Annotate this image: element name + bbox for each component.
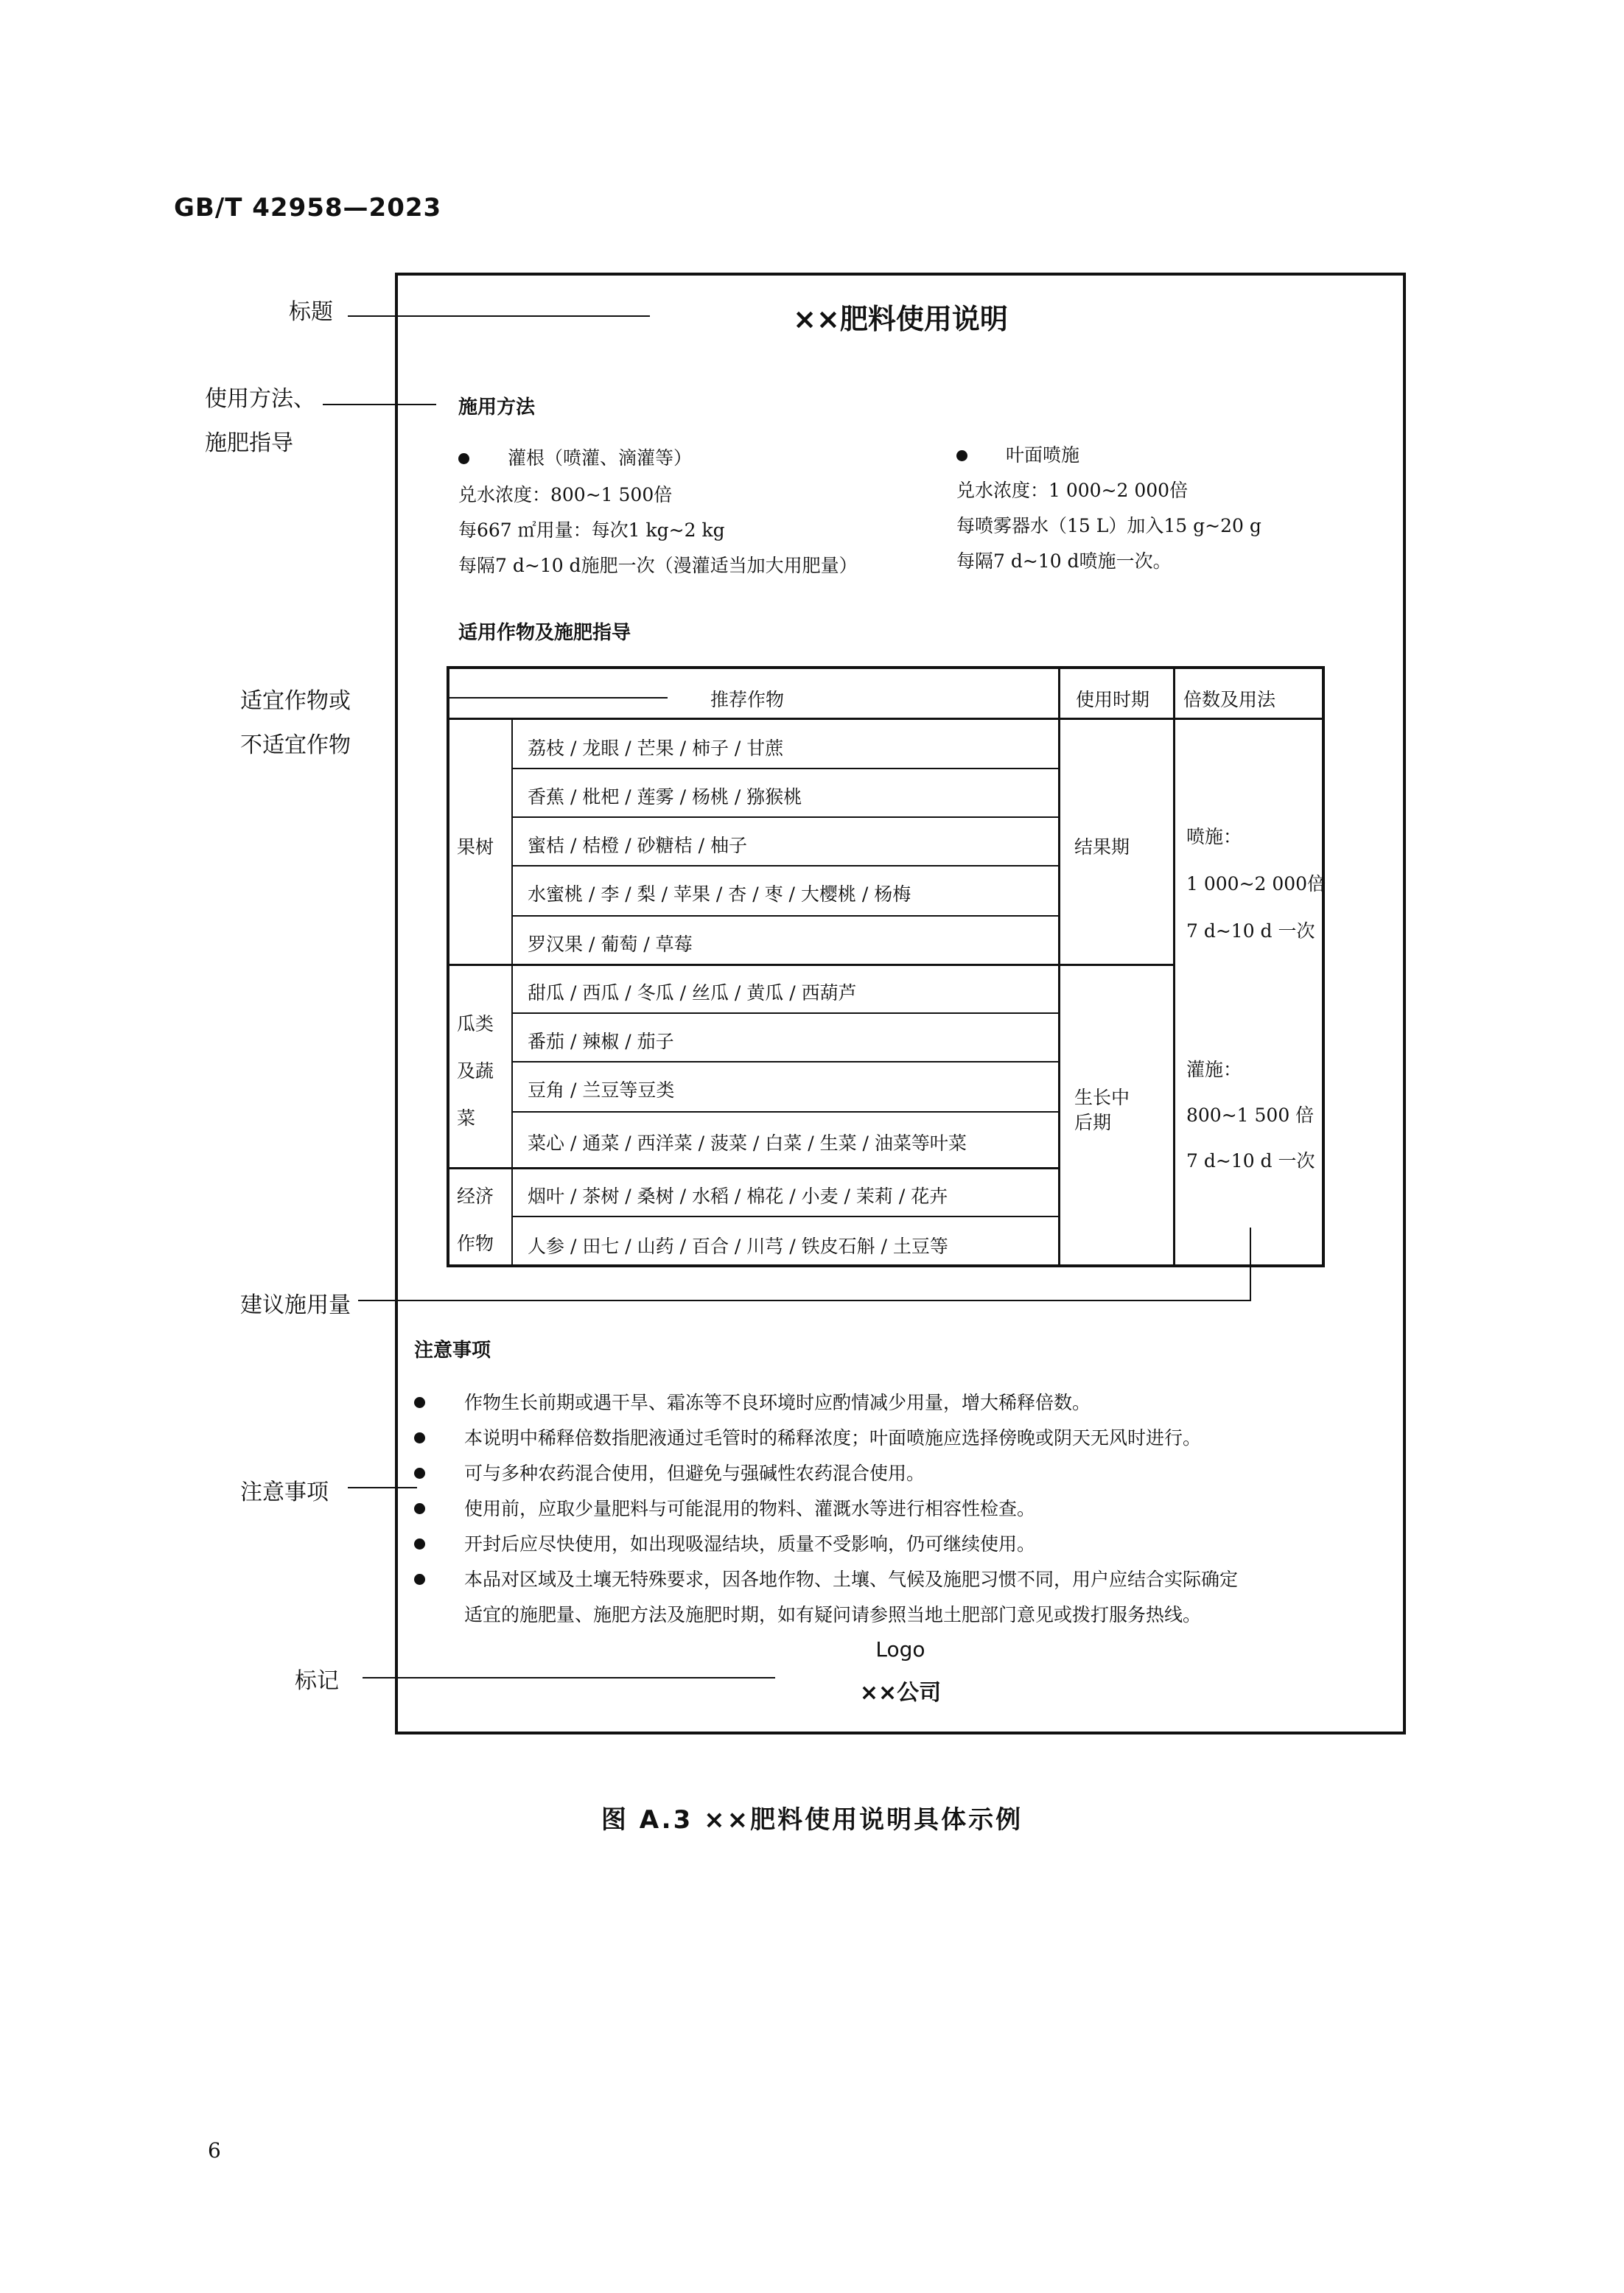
side-label-usage-2: 施肥指导 [205,430,293,456]
table-header-dosage: 倍数及用法 [1183,689,1276,710]
usage-right-line: 兑水浓度：1 000~2 000倍 [956,480,1189,501]
crop-row: 豆角 / 兰豆等豆类 [528,1079,675,1101]
group-name-economic: 经济 [457,1186,494,1207]
table-col-rule [1173,666,1175,1267]
usage-left-line: 每隔7 d~10 d施肥一次（漫灌适当加大用肥量） [458,555,858,576]
crop-row: 荔枝 / 龙眼 / 芒果 / 柿子 / 甘蔗 [528,738,784,759]
crop-row: 菜心 / 通菜 / 西洋菜 / 菠菜 / 白菜 / 生菜 / 油菜等叶菜 [528,1133,967,1154]
leader-notes [348,1487,417,1488]
bullet-icon [414,1432,425,1443]
table-row-rule [511,1216,1058,1217]
crop-row: 香蕉 / 枇杷 / 莲雾 / 杨桃 / 猕猴桃 [528,786,802,808]
table-row-rule [511,1111,1058,1113]
company-name: ××公司 [859,1680,942,1706]
dosage-irrigate: 800~1 500 倍 [1186,1105,1315,1126]
bullet-icon [956,450,967,461]
group-name-veg: 菜 [457,1107,476,1129]
guide-heading: 适用作物及施肥指导 [458,622,631,644]
group-name-fruit: 果树 [457,836,494,858]
notes-heading: 注意事项 [414,1340,491,1362]
usage-right-line: 每喷雾器水（15 L）加入15 g~20 g [956,515,1261,536]
side-label-title: 标题 [289,299,333,325]
leader-dosage [358,1300,1251,1301]
side-label-mark: 标记 [295,1668,339,1694]
table-row-rule [511,865,1058,867]
bullet-icon [414,1538,425,1550]
bullet-icon [414,1574,425,1585]
side-label-usage-1: 使用方法、 [205,386,315,412]
crop-row: 罗汉果 / 葡萄 / 草莓 [528,934,693,955]
table-group-rule [447,1167,1058,1169]
usage-heading: 施用方法 [458,396,536,419]
dosage-spray: 7 d~10 d 一次 [1186,920,1315,942]
side-label-crops-2: 不适宜作物 [240,732,351,758]
crop-row: 水蜜桃 / 李 / 梨 / 苹果 / 杏 / 枣 / 大樱桃 / 杨梅 [528,883,911,905]
bullet-icon [414,1397,425,1408]
figure-caption: 图 A.3 ××肥料使用说明具体示例 [601,1805,1023,1835]
usage-left-method [458,441,692,476]
dosage-irrigate: 灌施： [1186,1059,1242,1080]
page-number: 6 [208,2138,221,2163]
table-border-bottom [447,1264,1325,1267]
bullet-icon [458,453,469,464]
crop-row: 番茄 / 辣椒 / 茄子 [528,1031,674,1052]
table-row-rule [511,915,1058,917]
usage-left-line: 每667 ㎡用量：每次1 kg~2 kg [458,519,725,541]
usage-right-method-text: 叶面喷施 [1005,444,1079,466]
group-name-economic: 作物 [457,1233,494,1254]
leader-title [348,315,650,317]
usage-left-line: 兑水浓度：800~1 500倍 [458,484,673,505]
crop-table [447,666,1325,1267]
usage-right-method [956,438,1079,473]
dosage-spray: 1 000~2 000倍 [1186,873,1326,895]
period-growth: 生长中 [1074,1087,1130,1108]
dosage-spray: 喷施： [1186,826,1242,847]
bullet-icon [414,1468,425,1479]
crop-row: 甜瓜 / 西瓜 / 冬瓜 / 丝瓜 / 黄瓜 / 西葫芦 [528,982,857,1004]
table-header-rule [447,718,1325,720]
table-col-rule [1058,666,1060,1267]
usage-left-method-text: 灌根（喷灌、滴灌等） [507,447,692,469]
crop-row: 人参 / 田七 / 山药 / 百合 / 川芎 / 铁皮石斛 / 土豆等 [528,1236,948,1257]
group-name-veg: 瓜类 [457,1013,494,1035]
dosage-irrigate: 7 d~10 d 一次 [1186,1150,1315,1172]
bullet-icon [414,1503,425,1514]
table-col-rule [511,718,513,1267]
table-border-top [447,666,1325,669]
period-fruiting: 结果期 [1074,836,1130,858]
doc-title: ××肥料使用说明 [793,303,1008,335]
logo-placeholder: Logo [875,1637,925,1662]
usage-right-line: 每隔7 d~10 d喷施一次。 [956,550,1172,572]
table-row-rule [511,1012,1058,1014]
table-header-period: 使用时期 [1076,689,1150,710]
table-border-left [447,666,449,1267]
side-label-crops-1: 适宜作物或 [240,688,351,714]
table-row-rule [511,768,1058,769]
leader-usage [323,404,436,405]
standard-code: GB/T 42958—2023 [174,193,442,223]
side-label-notes: 注意事项 [240,1480,329,1505]
crop-row: 蜜桔 / 桔橙 / 砂糖桔 / 柚子 [528,835,747,856]
period-growth: 后期 [1074,1112,1112,1133]
table-border-right [1322,666,1325,1267]
table-row-rule [511,1061,1058,1063]
side-label-dosage: 建议施用量 [240,1292,351,1318]
table-row-rule [511,816,1058,818]
table-header-crops: 推荐作物 [710,689,785,710]
table-group-rule [447,964,1173,966]
group-name-veg: 及蔬 [457,1060,494,1082]
crop-row: 烟叶 / 茶树 / 桑树 / 水稻 / 棉花 / 小麦 / 茉莉 / 花卉 [528,1186,948,1207]
